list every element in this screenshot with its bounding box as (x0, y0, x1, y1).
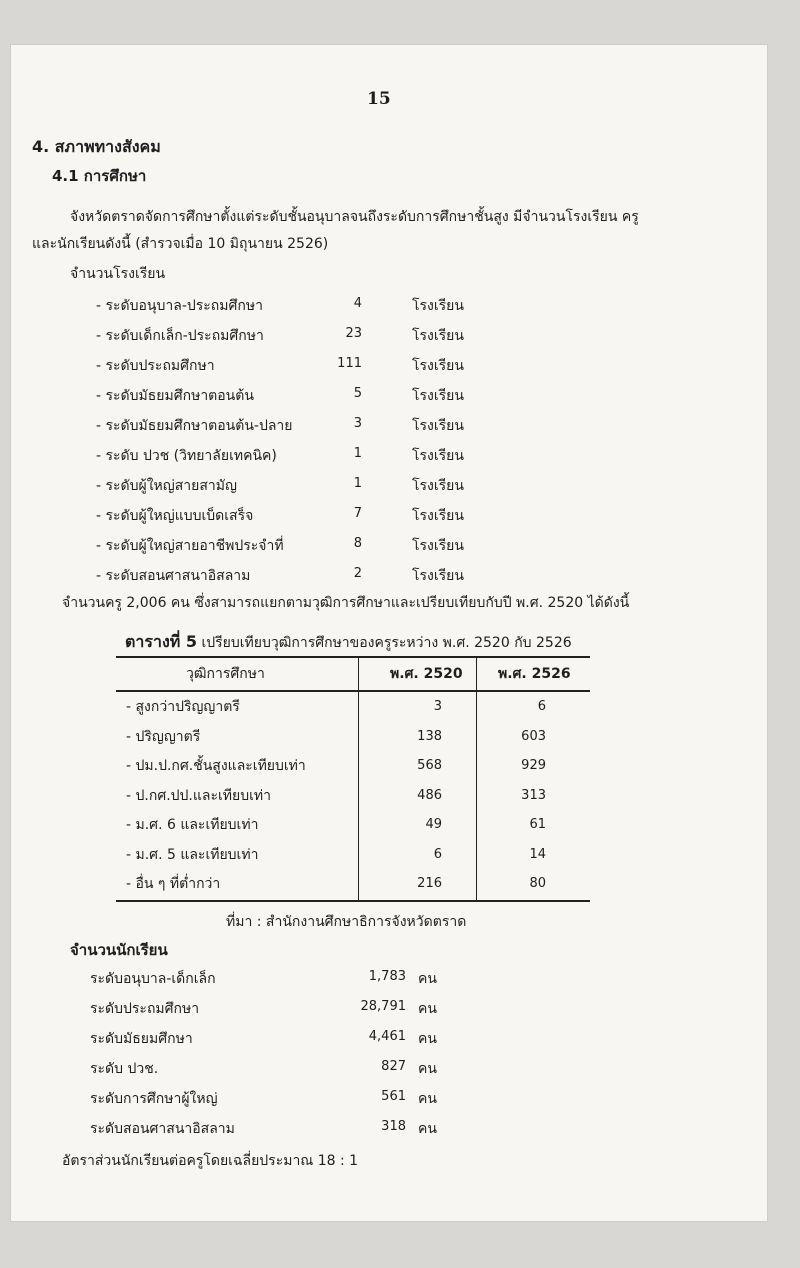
school-count: 1 (353, 476, 362, 491)
school-count: 7 (353, 506, 362, 521)
table-col-divider-1 (358, 656, 359, 902)
school-unit: โรงเรียน (412, 538, 464, 554)
student-label: ระดับการศึกษาผู้ใหญ่ (90, 1091, 218, 1107)
school-label: - ระดับเด็กเล็ก-ประถมศึกษา (96, 328, 264, 344)
student-unit: คน (418, 1031, 437, 1047)
row-qualification: - ป.กศ.ปป.และเทียบเท่า (126, 787, 271, 804)
student-count: 1,783 (368, 969, 406, 984)
student-unit: คน (418, 1121, 437, 1137)
school-label: - ระดับอนุบาล-ประถมศึกษา (96, 298, 263, 314)
student-unit: คน (418, 1061, 437, 1077)
row-value-2520: 568 (417, 758, 442, 773)
row-value-2526: 80 (529, 876, 546, 891)
row-value-2520: 49 (425, 817, 442, 832)
student-unit: คน (418, 971, 437, 987)
row-value-2520: 6 (433, 846, 442, 862)
student-unit: คน (418, 1091, 437, 1107)
row-value-2526: 14 (529, 846, 546, 862)
school-label: - ระดับมัธยมศึกษาตอนต้น (96, 388, 254, 404)
school-unit: โรงเรียน (412, 448, 464, 464)
table-header-2520: พ.ศ. 2520 (390, 666, 463, 682)
student-count: 28,791 (360, 999, 406, 1014)
table-caption (125, 630, 572, 655)
table-source: ที่มา : สำนักงานศึกษาธิการจังหวัดตราด (226, 914, 467, 930)
school-unit: โรงเรียน (412, 478, 464, 494)
table-bottom-rule (116, 900, 590, 902)
row-qualification: - ปริญญาตรี (126, 728, 201, 745)
row-value-2526: 603 (521, 728, 546, 744)
student-label: ระดับ ปวช. (90, 1061, 159, 1077)
school-unit: โรงเรียน (412, 388, 464, 404)
student-label: ระดับสอนศาสนาอิสลาม (90, 1121, 235, 1137)
intro-line-1: จังหวัดตราดจัดการศึกษาตั้งแต่ระดับชั้นอนุบาลจนถึงระดับการศึกษาชั้นสูง มีจำนวนโรงเรียน ครู (70, 209, 639, 225)
ratio-line: อัตราส่วนนักเรียนต่อครูโดยเฉลี่ยประมาณ 18 : 1 (62, 1153, 359, 1169)
row-value-2526: 313 (521, 787, 546, 803)
row-qualification: - ม.ศ. 5 และเทียบเท่า (126, 846, 259, 863)
row-qualification: - ม.ศ. 6 และเทียบเท่า (126, 817, 259, 833)
page-number: 15 (367, 89, 391, 109)
row-value-2520: 3 (433, 699, 442, 714)
school-unit: โรงเรียน (412, 508, 464, 524)
row-value-2526: 6 (537, 699, 546, 714)
student-count: 318 (381, 1119, 406, 1134)
student-label: ระดับอนุบาล-เด็กเล็ก (90, 971, 216, 987)
student-count: 561 (381, 1089, 406, 1104)
table-header-rule (116, 690, 590, 692)
school-unit: โรงเรียน (412, 568, 464, 584)
table-header-2526: พ.ศ. 2526 (498, 666, 571, 682)
student-label: ระดับประถมศึกษา (90, 1001, 200, 1017)
school-label: - ระดับสอนศาสนาอิสลาม (96, 568, 251, 584)
school-label: - ระดับผู้ใหญ่สายอาชีพประจำที่ (96, 538, 284, 554)
school-count: 3 (353, 416, 362, 431)
row-value-2526: 61 (529, 817, 546, 832)
school-count: 23 (345, 326, 362, 341)
school-count: 4 (353, 296, 362, 311)
table-header-qualification: วุฒิการศึกษา (186, 666, 265, 682)
school-label: - ระดับประถมศึกษา (96, 358, 215, 374)
school-label: - ระดับผู้ใหญ่สายสามัญ (96, 478, 237, 494)
school-label: - ระดับ ปวช (วิทยาลัยเทคนิค) (96, 448, 277, 464)
row-value-2520: 486 (417, 787, 442, 803)
school-unit: โรงเรียน (412, 418, 464, 434)
school-unit: โรงเรียน (412, 298, 464, 314)
student-label: ระดับมัธยมศึกษา (90, 1031, 193, 1047)
section-heading: 4. สภาพทางสังคม (32, 137, 161, 156)
table-col-divider-2 (476, 656, 477, 902)
student-count: 4,461 (368, 1029, 406, 1044)
table-caption-label: ตารางที่ 5 (125, 632, 198, 651)
school-count: 5 (353, 386, 362, 401)
row-value-2520: 138 (417, 728, 442, 744)
school-count: 111 (337, 356, 362, 371)
school-unit: โรงเรียน (412, 328, 464, 344)
row-qualification: - สูงกว่าปริญญาตรี (126, 699, 240, 715)
school-count: 1 (353, 446, 362, 461)
table-top-rule (116, 656, 590, 658)
row-value-2520: 216 (417, 876, 442, 891)
intro-line-2: และนักเรียนดังนี้ (สำรวจเมื่อ 10 มิถุนายน 2526) (32, 236, 329, 252)
student-unit: คน (418, 1001, 437, 1017)
schools-heading: จำนวนโรงเรียน (70, 266, 166, 282)
teachers-line: จำนวนครู 2,006 คน ซึ่งสามารถแยกตามวุฒิการศึกษาและเปรียบเทียบกับปี พ.ศ. 2520 ได้ดังนี้ (62, 595, 630, 611)
row-qualification: - ปม.ป.กศ.ชั้นสูงและเทียบเท่า (126, 758, 306, 774)
school-count: 8 (353, 536, 362, 551)
table-caption-text: เปรียบเทียบวุฒิการศึกษาของครูระหว่าง พ.ศ. 2520 กับ 2526 (201, 635, 572, 651)
student-count: 827 (381, 1059, 406, 1074)
students-heading: จำนวนนักเรียน (70, 941, 168, 959)
school-count: 2 (353, 566, 362, 581)
school-unit: โรงเรียน (412, 358, 464, 374)
row-qualification: - อื่น ๆ ที่ต่ำกว่า (126, 876, 221, 892)
subsection-heading: 4.1 การศึกษา (52, 167, 147, 185)
school-label: - ระดับมัธยมศึกษาตอนต้น-ปลาย (96, 418, 293, 434)
row-value-2526: 929 (521, 758, 546, 773)
school-label: - ระดับผู้ใหญ่แบบเบ็ดเสร็จ (96, 508, 254, 524)
